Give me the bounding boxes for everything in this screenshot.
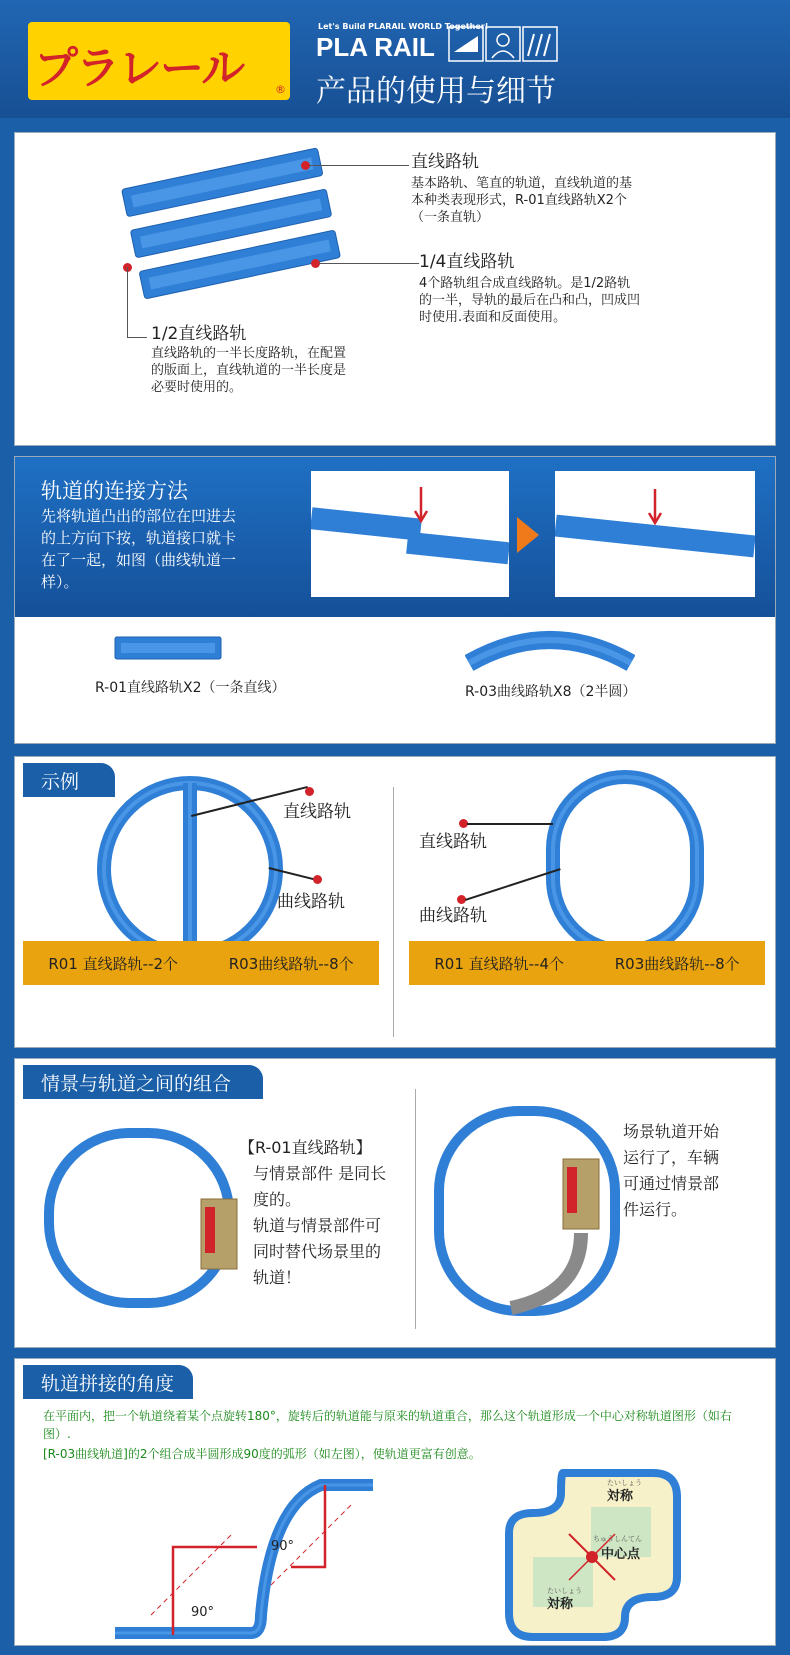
angle-tab: 轨道拼接的角度	[23, 1365, 193, 1399]
connect-panel	[14, 456, 776, 744]
right-straight-leader	[467, 823, 553, 825]
quarter-desc: 4个路轨组合成直线路轨。是1/2路轨的一半，导轨的最后在凸和凸，凹成凹时使用.表面和反面使用。	[419, 276, 641, 325]
angle-desc-2: [R-03曲线轨道]的2个组合成半圆形成90度的弧形（如左图），使轨道更富有创意。	[43, 1447, 481, 1461]
angle-desc-1: 在平面内，把一个轨道绕着某个点旋转180°，旋转后的轨道能与原来的轨道重合，那么这个轨道形成一个中心对称轨道图形（如右图）.	[43, 1409, 732, 1441]
half-desc: 直线路轨的一半长度路轨，在配置的版面上，直线轨道的一半长度是必要时使用的。	[151, 346, 347, 395]
center-ruby: ちゅうしんてん	[593, 1535, 642, 1543]
connect-title: 轨道的连接方法	[41, 479, 188, 503]
scene-left-text-2: 与情景部件 是同长	[253, 1164, 387, 1183]
scene-right-text-2: 运行了，车辆	[623, 1148, 720, 1167]
right-count-b: R03曲线路轨--8个	[614, 954, 740, 973]
half-title: 1/2直线路轨	[151, 324, 247, 344]
scene-divider	[415, 1089, 416, 1329]
left-straight-marker	[305, 787, 314, 796]
train-icon	[448, 26, 558, 62]
quarter-leader	[319, 263, 419, 264]
symmetry-diagram	[503, 1467, 683, 1643]
logo	[28, 22, 290, 100]
sym-top-ruby: たいしょう	[607, 1479, 642, 1487]
scene-left-text-3: 度的。	[253, 1190, 302, 1209]
scene-right-layout	[431, 1103, 631, 1323]
scene-right-text-3: 可通过情景部	[623, 1174, 720, 1193]
scene-left-layout	[41, 1125, 241, 1325]
left-straight-label: 直线路轨	[283, 802, 351, 822]
angle-panel	[14, 1358, 776, 1646]
scene-left-text-6: 轨道！	[253, 1268, 302, 1287]
scene-left-text-5: 同时替代场景里的	[253, 1242, 382, 1261]
left-curve-label: 曲线路轨	[277, 892, 345, 912]
sym-top-label: 対称	[607, 1489, 634, 1504]
curve-caption: R-03曲线路轨X8（2半圆）	[465, 684, 637, 700]
scene-right-text-4: 件运行。	[623, 1200, 688, 1219]
circle-layout	[95, 773, 285, 965]
angle-label-a: 90°	[271, 1539, 295, 1554]
sym-bottom-label: 対称	[547, 1597, 574, 1612]
scene-left-text-4: 轨道与情景部件可	[253, 1216, 382, 1235]
curve-track-image	[465, 623, 635, 673]
left-count-a: R01 直线路轨--2个	[48, 954, 179, 973]
sym-bottom-ruby: たいしょう	[547, 1587, 582, 1595]
straight-track-image	[113, 633, 223, 663]
connect-desc: 先将轨道凸出的部位在凹进去的上方向下按，轨道接口就卡在了一起，如图（曲线轨道一样）。	[41, 507, 237, 591]
example-tab: 示例	[23, 763, 115, 797]
arrow-right-icon	[517, 517, 539, 553]
page-title: 产品的使用与细节	[316, 74, 556, 109]
right-count-bar	[409, 941, 765, 985]
track-types-panel	[14, 132, 776, 446]
scene-right-text-1: 场景轨道开始	[623, 1122, 720, 1141]
connect-step2-image	[555, 471, 755, 597]
example-divider	[393, 787, 394, 1037]
scene-left-text-1: 【R-01直线路轨】	[239, 1138, 372, 1157]
left-curve-marker	[313, 875, 322, 884]
straight-desc: 基本路轨、笔直的轨道，直线轨道的基本种类表现形式，R-01直线路轨X2个（一条直轨）	[411, 176, 633, 225]
scene-tab: 情景与轨道之间的组合	[23, 1065, 263, 1099]
track-pieces-illustration	[115, 147, 355, 337]
scene-panel	[14, 1058, 776, 1348]
angle-label-b: 90°	[191, 1605, 215, 1620]
left-count-bar	[23, 941, 379, 985]
straight-leader	[309, 165, 409, 166]
quarter-title: 1/4直线路轨	[419, 252, 515, 272]
tagline: Let's Build PLARAIL WORLD Together!	[318, 22, 489, 31]
right-curve-label: 曲线路轨	[419, 906, 487, 926]
left-count-b: R03曲线路轨--8个	[228, 954, 354, 973]
half-leader	[127, 267, 128, 337]
straight-title: 直线路轨	[411, 152, 479, 172]
brand-name: PLA RAIL	[316, 32, 435, 62]
center-label: 中心点	[601, 1547, 641, 1562]
oval-layout	[545, 769, 705, 959]
logo-text: プラレール	[34, 43, 244, 94]
angle-diagram	[111, 1465, 391, 1641]
half-leader-2	[127, 337, 147, 338]
reg-mark: ®	[275, 83, 286, 96]
right-straight-label: 直线路轨	[419, 832, 487, 852]
example-panel	[14, 756, 776, 1048]
connect-step1-image	[311, 471, 509, 597]
straight-caption: R-01直线路轨X2（一条直线）	[95, 680, 286, 696]
header	[0, 0, 790, 118]
right-count-a: R01 直线路轨--4个	[434, 954, 565, 973]
